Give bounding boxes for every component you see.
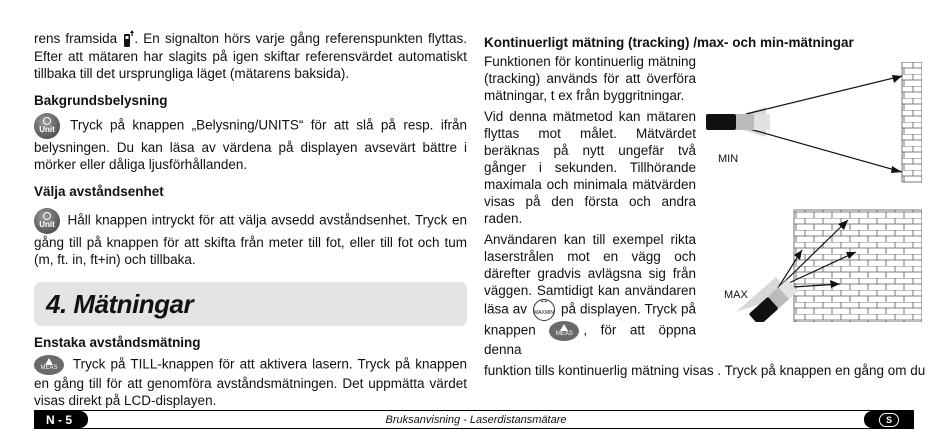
unit-button-icon-2 — [34, 208, 60, 234]
left-column — [34, 30, 467, 409]
page-number: N - 5 — [34, 411, 88, 428]
single-measure-text: Tryck på TILL-knappen för att aktivera lasern. Tryck på knappen en gång till för att genomföra avståndsmätningen. Det uppmätta värdet visas direkt på LCD-displayen. — [34, 357, 467, 409]
single-measure-heading: Enstaka avståndsmätning — [34, 335, 201, 351]
meas-icon-label-right: MEAS — [555, 331, 573, 337]
tracking-p1: Funktionen för kontinuerlig mätning (tracking) används för att överföra mätningar, t ex från byggritningar. — [484, 54, 696, 103]
backlight-heading: Bakgrundsbelysning — [34, 93, 168, 109]
meas-button-icon-right — [549, 321, 579, 341]
fig-max-label: MAX — [724, 289, 748, 301]
section-title: 4. Mätningar — [46, 288, 194, 319]
unit-heading: Välja avståndsenhet — [34, 184, 164, 200]
tracking-p2: Vid denna mätmetod kan mätaren flyttas mot målet. Mätvärdet beräknas på nytt ungefär två gånger i sekunden. Tillhörande maximala och minimala mätvärden visas på den första och andra raden. — [484, 109, 696, 226]
tracking-p3 — [484, 231, 696, 358]
language-code: S — [879, 413, 899, 427]
backlight-text: Tryck på knappen „Belysning/UNITS“ för att slå på resp. ifrån belysningen. Du kan läsa av värdena på displayen avsevärt bättre i mörker eller dåliga ljusförhållanden. — [34, 118, 467, 173]
meas-button-icon — [34, 355, 64, 375]
section-title-box — [34, 282, 467, 326]
tracking-p4: funktion tills kontinuerlig mätning visas . Tryck på knappen en gång om du — [484, 363, 926, 378]
tracking-figure — [706, 62, 922, 322]
tracking-p3-after: på displayen. Tryck på — [560, 301, 696, 317]
footer-title: Bruksanvisning - Laserdistansmätare — [385, 413, 567, 426]
single-measure-paragraph — [34, 355, 467, 409]
language-badge — [864, 411, 914, 428]
tracking-p3-knappen: knappen — [484, 322, 536, 338]
laser-beam-down — [746, 128, 902, 172]
tracking-heading: Kontinuerligt mätning (tracking) /max- och min-mätningar — [484, 35, 854, 50]
right-column — [484, 30, 926, 379]
unit-icon-label: Unit — [39, 125, 55, 135]
intro-text-a: rens framsida — [34, 31, 118, 46]
unit-icon-label-2: Unit — [39, 220, 55, 230]
reference-point-icon — [122, 30, 134, 48]
maxmin-icon — [533, 299, 555, 321]
wall-top — [902, 62, 922, 182]
page-footer — [34, 410, 914, 429]
unit-text: Håll knappen intryckt för att välja avsedd avståndsenhet. Tryck en gång till på knappen för att skifta från meter till fot, eller till fot och tum (m, ft. in, ft+in) och tillbaka. — [34, 213, 467, 268]
unit-button-icon — [34, 113, 60, 139]
tracking-p3-end: , för att öppna denna — [484, 322, 696, 357]
unit-paragraph — [34, 208, 467, 268]
intro-text-b: . En signalton hörs varje gång referenspunkten flyttas. Efter att mätaren har slagits på igen skiftar referensvärdet automatiskt tillbaka till det ursprungliga läget (mätarens baksida). — [34, 31, 467, 82]
maxmin-icon-label: MAXMIN — [534, 310, 554, 316]
laser-device-top — [706, 114, 736, 130]
intro-paragraph — [34, 30, 467, 82]
laser-beam-up — [746, 76, 902, 114]
wall-bottom — [794, 210, 922, 322]
tracking-text-block — [484, 53, 696, 358]
tracking-p3-text: Användaren kan till exempel rikta laserstrålen mot en vägg och därefter gradvis avlägsna sig från väggen. Samtidigt kan användaren läsa av — [484, 232, 696, 317]
fig-min-label: MIN — [718, 153, 739, 165]
backlight-paragraph — [34, 113, 467, 173]
meas-icon-label: MEAS — [40, 365, 58, 372]
